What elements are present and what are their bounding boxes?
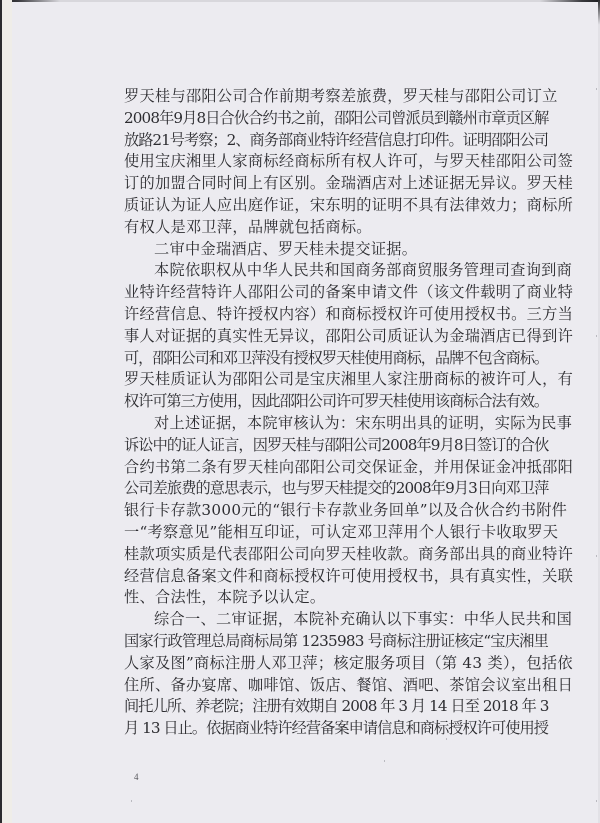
text-line: 许经营信息、特许授权内容）和商标授权许可使用授权书。三方当: [124, 304, 574, 323]
text-line: 综合一、二审证据，本院补充确认以下事实：中华人民共和国: [154, 610, 573, 629]
text-line: 订的加盟合同时间上有区别。金瑞酒店对上述证据无异议。罗天桂: [124, 174, 574, 193]
text-line: 住所、备办宴席、咖啡馆、饭店、餐馆、酒吧、茶馆会议室出租日: [124, 675, 574, 694]
text-line: 月 13 日止。依据商业特许经营备案申请信息和商标授权许可使用授: [124, 719, 548, 738]
text-line: 罗天桂与邵阳公司合作前期考察差旅费，罗天桂与邵阳公司订立: [124, 87, 558, 105]
text-line: 业特许经营特许人邵阳公司的备案申请文件（该文件载明了商业特: [124, 283, 574, 302]
scan-speck: [384, 760, 385, 762]
text-line: 银行卡存款3000元的“银行卡存款业务回单”以及合伙合约书附件: [124, 501, 568, 520]
text-line: 使用宝庆湘里人家商标经商标所有权人许可，与罗天桂邵阳公司签: [124, 152, 574, 171]
text-line: 公司差旅费的意思表示，也与罗天桂提交的2008年9月3日向邓卫萍: [124, 479, 549, 498]
scan-speck: [131, 800, 132, 802]
text-line: 放路21号考察；2、商务部商业特许经营信息打印件。证明邵阳公司: [124, 130, 548, 149]
scan-speck: [596, 800, 597, 802]
text-line: 事人对证据的真实性无异议，邵阳公司质证认为金瑞酒店已得到许: [124, 326, 574, 345]
text-line: 有权人是邓卫萍，品牌就包括商标。: [124, 217, 372, 236]
text-line: 二审中金瑞酒店、罗天桂未提交证据。: [154, 239, 418, 258]
scan-speck: [596, 88, 597, 90]
text-line: 人家及图”商标注册人邓卫萍；核定服务项目（第 43 类），包括依: [124, 653, 573, 672]
text-line: 权许可第三方使用，因此邵阳公司许可罗天桂使用该商标合法有效。: [124, 392, 548, 411]
document-body: [124, 86, 574, 740]
text-line: 性、合法性，本院予以认定。: [124, 588, 326, 607]
scan-speck: [596, 555, 597, 557]
text-line: 本院依职权从中华人民共和国商务部商贸服务管理司查询到商: [154, 261, 573, 280]
text-line: 2008年9月8日合伙合约书之前，邵阳公司曾派员到赣州市章贡区解: [124, 108, 549, 127]
text-line: 桂款项实质是代表邵阳公司向罗天桂收款。商务部出具的商业特许: [124, 544, 574, 563]
scan-border-top: [0, 0, 600, 2]
scan-speck: [596, 335, 597, 337]
text-line: 间托儿所、养老院；注册有效期自 2008 年 3 月 14 日至 2018 年 3: [124, 697, 549, 716]
text-line: 质证认为证人应出庭作证，宋东明的证明不具有法律效力；商标所: [124, 195, 574, 214]
text-line: 一“考察意见”能相互印证，可认定邓卫萍用个人银行卡收取罗天: [124, 522, 559, 541]
text-line: 合约书第二条有罗天桂向邵阳公司交保证金，并用保证金冲抵邵阳: [124, 457, 574, 476]
page-number: 4: [134, 772, 139, 782]
text-line: 对上述证据，本院审核认为：宋东明出具的证明，实际为民事: [154, 413, 573, 432]
text-line: 罗天桂质证认为邵阳公司是宝庆湘里人家注册商标的被许可人，有: [124, 370, 574, 389]
scan-margin-strip: [2, 0, 12, 823]
text-line: 国家行政管理总局商标局第 1235983 号商标注册证核定“宝庆湘里: [124, 631, 548, 650]
text-line: 诉讼中的证人证言，因罗天桂与邵阳公司2008年9月8日签订的合伙: [124, 435, 549, 454]
text-line: 经营信息备案文件和商标授权许可使用授权书，具有真实性，关联: [124, 566, 574, 585]
text-line: 可，邵阳公司和邓卫萍没有授权罗天桂使用商标，品牌不包含商标。: [124, 348, 548, 367]
